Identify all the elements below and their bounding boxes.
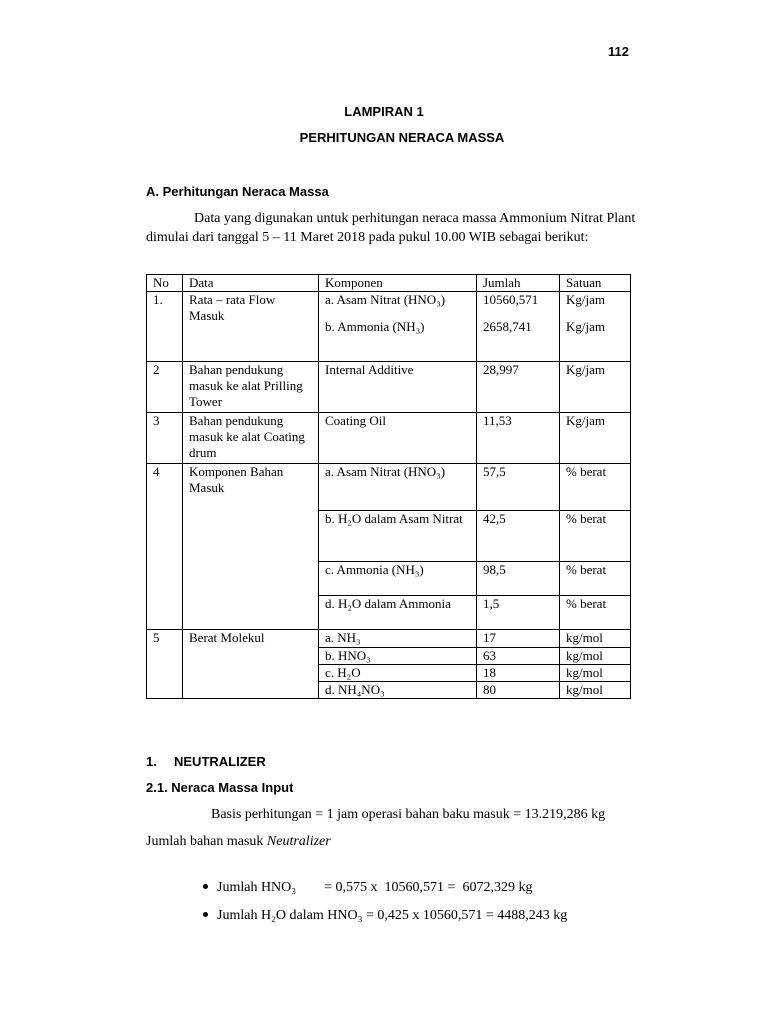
header-no: No	[147, 275, 183, 292]
cell-jumlah: 98,5	[477, 562, 560, 596]
page-number: 112	[608, 44, 629, 59]
cell-jumlah: 57,5	[477, 464, 560, 511]
cell-satuan: % berat	[560, 562, 631, 596]
cell-data: Bahan pendukung masuk ke alat Coating drum	[183, 413, 319, 464]
cell-data: Komponen Bahan Masuk	[183, 464, 319, 630]
komponen-line: a. Asam Nitrat (HNO₃)	[325, 292, 446, 307]
cell-satuan: kg/mol	[560, 682, 631, 699]
cell-komponen: Internal Additive	[319, 362, 477, 413]
cell-data: Berat Molekul	[183, 630, 319, 699]
header-jumlah: Jumlah	[477, 275, 560, 292]
heading-text: NEUTRALIZER	[174, 754, 266, 769]
satuan-line: Kg/jam	[566, 292, 605, 307]
cell-komponen	[319, 292, 477, 362]
table-row	[147, 413, 631, 464]
jumlah-italic: Neutralizer	[266, 834, 331, 849]
table-row	[147, 630, 631, 648]
cell-jumlah: 42,5	[477, 511, 560, 562]
bullet-text: Jumlah HNO₃ = 0,575 x 10560,571 = 6072,329 kg	[217, 880, 533, 895]
header-satuan: Satuan	[560, 275, 631, 292]
cell-komponen: a. NH₃	[319, 630, 477, 648]
document-subtitle: PERHITUNGAN NERACA MASSA	[299, 130, 505, 145]
jumlah-line: 2658,741	[483, 319, 532, 334]
cell-satuan: % berat	[560, 464, 631, 511]
cell-data: Bahan pendukung masuk ke alat Prilling Tower	[183, 362, 319, 413]
cell-komponen: d. H₂O dalam Ammonia	[319, 596, 477, 630]
cell-komponen: a. Asam Nitrat (HNO₃)	[319, 464, 477, 511]
cell-satuan: kg/mol	[560, 648, 631, 665]
cell-data: Rata – rata Flow Masuk	[183, 292, 319, 362]
cell-komponen: b. HNO₃	[319, 648, 477, 665]
table-row	[147, 362, 631, 413]
cell-jumlah: 18	[477, 665, 560, 682]
data-table	[146, 274, 631, 699]
cell-satuan: kg/mol	[560, 665, 631, 682]
jumlah-line	[146, 834, 331, 850]
basis-line: Basis perhitungan = 1 jam operasi bahan baku masuk = 13.219,286 kg	[211, 807, 606, 822]
cell-jumlah	[477, 292, 560, 362]
cell-jumlah: 11,53	[477, 413, 560, 464]
header-data: Data	[183, 275, 319, 292]
cell-no: 2	[147, 362, 183, 413]
subsection-heading: 2.1. Neraca Massa Input	[146, 780, 294, 795]
cell-komponen: Coating Oil	[319, 413, 477, 464]
cell-satuan	[560, 292, 631, 362]
cell-jumlah: 80	[477, 682, 560, 699]
intro-paragraph: Data yang digunakan untuk perhitungan neraca massa Ammonium Nitrat Plant dimulai dari tanggal 5 – 11 Maret 2018 pada pukul 10.00 WIB sebagai berikut:	[146, 211, 636, 245]
cell-komponen: d. NH₄NO₃	[319, 682, 477, 699]
cell-jumlah: 63	[477, 648, 560, 665]
satuan-line: Kg/jam	[566, 319, 605, 334]
neutralizer-heading	[146, 754, 266, 769]
cell-satuan: % berat	[560, 511, 631, 562]
cell-no: 4	[147, 464, 183, 630]
cell-komponen: b. H₂O dalam Asam Nitrat	[319, 511, 477, 562]
cell-jumlah: 28,997	[477, 362, 560, 413]
jumlah-prefix: Jumlah bahan masuk	[146, 834, 267, 849]
cell-satuan: Kg/jam	[560, 413, 631, 464]
bullet-text: Jumlah H₂O dalam HNO₃ = 0,425 x 10560,571 = 4488,243 kg	[217, 908, 568, 923]
cell-komponen: c. H₂O	[319, 665, 477, 682]
jumlah-line: 10560,571	[483, 292, 539, 307]
cell-satuan: % berat	[560, 596, 631, 630]
cell-no: 1.	[147, 292, 183, 362]
cell-no: 3	[147, 413, 183, 464]
bullet-item	[196, 892, 567, 924]
header-komponen: Komponen	[319, 275, 477, 292]
table-row	[147, 292, 631, 362]
section-heading: A. Perhitungan Neraca Massa	[146, 184, 329, 199]
table-header-row	[147, 275, 631, 292]
cell-no: 5	[147, 630, 183, 699]
bullet-dot-icon	[203, 912, 208, 917]
cell-komponen: c. Ammonia (NH₃)	[319, 562, 477, 596]
cell-satuan: kg/mol	[560, 630, 631, 648]
document-title: LAMPIRAN 1	[344, 104, 424, 119]
heading-number: 1.	[146, 754, 157, 769]
komponen-line: b. Ammonia (NH₃)	[325, 319, 425, 334]
cell-jumlah: 17	[477, 630, 560, 648]
cell-satuan: Kg/jam	[560, 362, 631, 413]
cell-jumlah: 1,5	[477, 596, 560, 630]
table-row	[147, 464, 631, 511]
bullet-dot-icon	[203, 884, 208, 889]
